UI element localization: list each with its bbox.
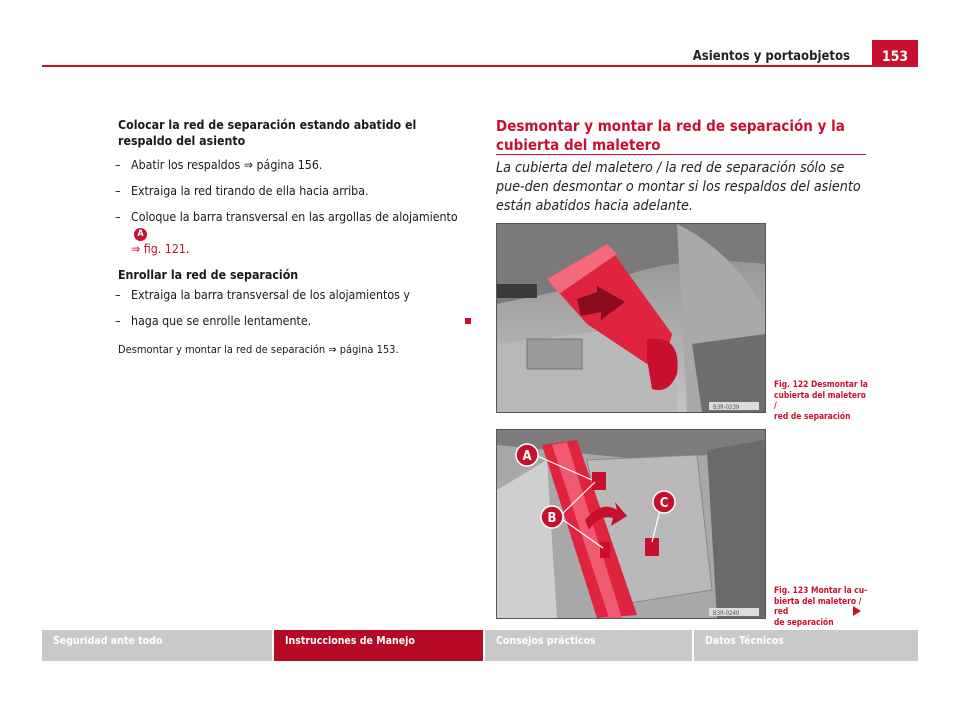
caption-line: cubierta del maletero /: [774, 389, 866, 410]
heading-rule: [496, 154, 866, 155]
trunk-cover-illustration: [497, 224, 765, 412]
figure-123-photo: [496, 429, 766, 619]
figure-reference-link[interactable]: ⇒ fig. 121: [131, 242, 186, 256]
step-text-with-ref: [118, 209, 463, 257]
step-text: haga que se enrolle lentamente.: [131, 314, 312, 328]
step-end-period: .: [185, 242, 190, 256]
figure-code: B3R-0239: [713, 404, 740, 411]
caption-line: red de separación: [774, 410, 851, 421]
dash-bullet: –: [115, 210, 121, 224]
triangle-right-icon: [852, 606, 862, 616]
label-b: B: [547, 511, 557, 526]
figure-code: B3R-0240: [713, 610, 740, 617]
figure-122-caption: [774, 379, 869, 421]
caption-line: Fig. 123 Montar la cu-: [774, 585, 868, 595]
header-rule: [42, 65, 918, 67]
label-c: C: [659, 496, 669, 511]
dash-bullet: –: [115, 314, 121, 328]
step-text: Coloque la barra transversal en las argollas de alojamiento: [131, 210, 458, 224]
heading-roll-net: Enrollar la red de separación: [118, 268, 299, 282]
net-install-illustration: [497, 430, 765, 618]
left-column: [115, 117, 463, 358]
dash-bullet: –: [115, 158, 121, 172]
step-item: [115, 209, 463, 257]
caption-line: de separación: [774, 616, 834, 627]
label-a-badge: A: [134, 228, 147, 241]
step-item: [115, 287, 463, 303]
step-text: Abatir los respaldos ⇒ página 156.: [131, 158, 323, 172]
step-text: Extraiga la red tirando de ella hacia arriba.: [131, 184, 369, 198]
footer-tab-seguridad[interactable]: Seguridad ante todo: [53, 635, 163, 647]
step-text: Extraiga la barra transversal de los alojamientos y: [131, 288, 410, 302]
cross-reference: Desmontar y montar la red de separación ⇒ página 153.: [118, 343, 399, 356]
step-item: [115, 313, 463, 329]
dash-bullet: –: [115, 184, 121, 198]
red-square-icon: [465, 318, 471, 324]
caption-line: Fig. 122 Desmontar la: [774, 379, 868, 389]
footer-tab-consejos[interactable]: Consejos prácticos: [496, 635, 596, 647]
footer-nav: [42, 630, 918, 661]
page-number: 153: [872, 40, 918, 67]
caption-line: bierta del maletero / red: [774, 595, 862, 616]
footer-tab-instrucciones[interactable]: Instrucciones de Manejo: [274, 630, 483, 661]
footer-tab-datos[interactable]: Datos Técnicos: [705, 635, 784, 647]
section-heading: Desmontar y montar la red de separación y la cubierta del maletero: [496, 117, 845, 154]
lead-paragraph: La cubierta del maletero / la red de separación sólo se pue-den desmontar o montar si los respaldos del asiento están abatidos hacia adelante.: [496, 160, 861, 214]
label-a: A: [522, 449, 532, 464]
step-item: [115, 157, 463, 173]
heading-install-net: Colocar la red de separación estando abatido el respaldo del asiento: [118, 118, 417, 148]
step-item: [115, 183, 463, 199]
figure-122-photo: [496, 223, 766, 413]
dash-bullet: –: [115, 288, 121, 302]
section-title: Asientos y portaobjetos: [692, 49, 850, 64]
